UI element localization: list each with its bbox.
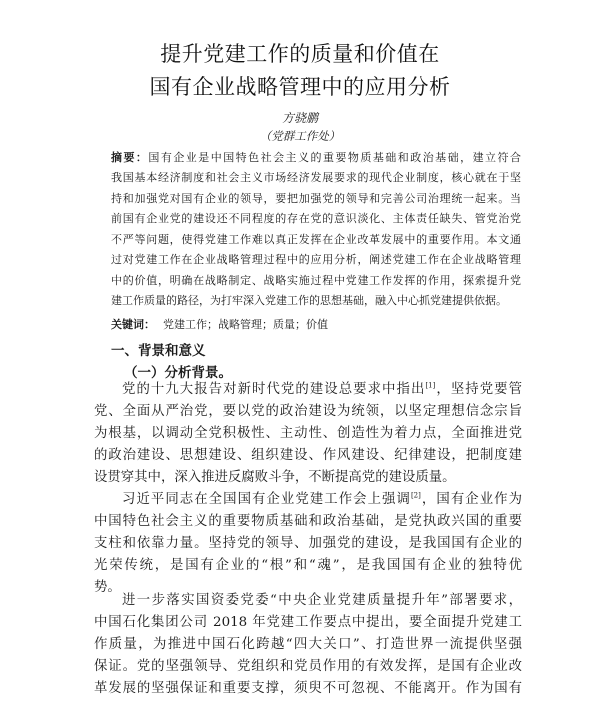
abstract-line: 不严等问题，使得党建工作难以真正发挥在企业改革发展中的重要作用。本文通 bbox=[111, 233, 521, 246]
abstract-label: 摘要： bbox=[111, 151, 149, 164]
section-heading: 一、背景和意义 bbox=[111, 343, 206, 359]
document-title-line-1: 提升党建工作的质量和价值在 bbox=[160, 42, 440, 66]
author-department: （党群工作处） bbox=[259, 129, 341, 143]
body-line: 作质量，为推进中国石化跨越“四大关口”、打造世界一流提供坚强 bbox=[94, 637, 522, 652]
body-line: 光荣传统，是国有企业的“根”和“魂”，是我国国有企业的独特优 bbox=[94, 558, 522, 573]
body-line: 进一步落实国资委党委“中央企业党建质量提升年”部署要求， bbox=[122, 593, 522, 608]
reference-marker: [1] bbox=[425, 381, 436, 390]
reference-marker: [2] bbox=[410, 491, 421, 500]
abstract-line: 我国基本经济制度和社会主义市场经济发展要求的现代企业制度，核心就在于坚 bbox=[111, 171, 521, 184]
body-line: 中国石化集团公司 2018 年党建工作要点中提出，要全面提升党建工 bbox=[94, 615, 522, 630]
abstract-line: 前国有企业党的建设还不同程度的存在党的意识淡化、主体责任缺失、管党治党 bbox=[111, 212, 521, 225]
body-line: 保证。党的坚强领导、党组织和党员作用的有效发挥，是国有企业改 bbox=[94, 659, 522, 674]
abstract-line: 摘要：国有企业是中国特色社会主义的重要物质基础和政治基础，建立符合 bbox=[111, 151, 521, 164]
author-name: 方骁鹏 bbox=[281, 111, 318, 125]
body-line: 势。 bbox=[94, 580, 121, 595]
keywords-text: 党建工作；战略管理；质量；价值 bbox=[163, 318, 328, 331]
document-title-line-2: 国有企业战略管理中的应用分析 bbox=[149, 75, 451, 99]
body-line: 中国特色社会主义的重要物质基础和政治基础，是党执政兴国的重要 bbox=[94, 514, 522, 529]
body-line: 党、全面从严治党，要以党的政治建设为统领，以坚定理想信念宗旨 bbox=[94, 404, 522, 419]
body-line: 习近平同志在全国国有企业党建工作会上强调[2]，国有企业作为 bbox=[122, 491, 523, 507]
abstract-line: 中的价值，明确在战略制定、战略实施过程中党建工作发挥的作用，探索提升党 bbox=[111, 274, 521, 287]
keywords bbox=[111, 316, 328, 332]
body-line: 设贯穿其中，深入推进反腐败斗争，不断提高党的建设质量。 bbox=[94, 470, 456, 485]
abstract-line: 持和加强党对国有企业的领导，要把加强党的领导和完善公司治理统一起来。当 bbox=[111, 192, 521, 205]
subsection-heading: （一）分析背景。 bbox=[124, 365, 232, 381]
body-line: 革发展的坚强保证和重要支撑，须臾不可忽视、不能离开。作为国有 bbox=[94, 681, 522, 696]
abstract-line: 建工作质量的路径，为打牢深入党建工作的思想基础，融入中心抓党建提供依据。 bbox=[111, 294, 507, 307]
body-line: 的政治建设、思想建设、组织建设、作风建设、纪律建设，把制度建 bbox=[94, 448, 522, 463]
abstract-line: 过对党建工作在企业战略管理过程中的应用分析，阐述党建工作在企业战略管理 bbox=[111, 253, 521, 266]
body-line: 党的十九大报告对新时代党的建设总要求中指出[1]，坚持党要管 bbox=[122, 381, 523, 397]
body-line: 支柱和依靠力量。坚持党的领导、加强党的建设，是我国国有企业的 bbox=[94, 536, 522, 551]
keywords-label: 关键词： bbox=[111, 318, 155, 331]
body-line: 为根基，以调动全党积极性、主动性、创造性为着力点，全面推进党 bbox=[94, 426, 522, 441]
